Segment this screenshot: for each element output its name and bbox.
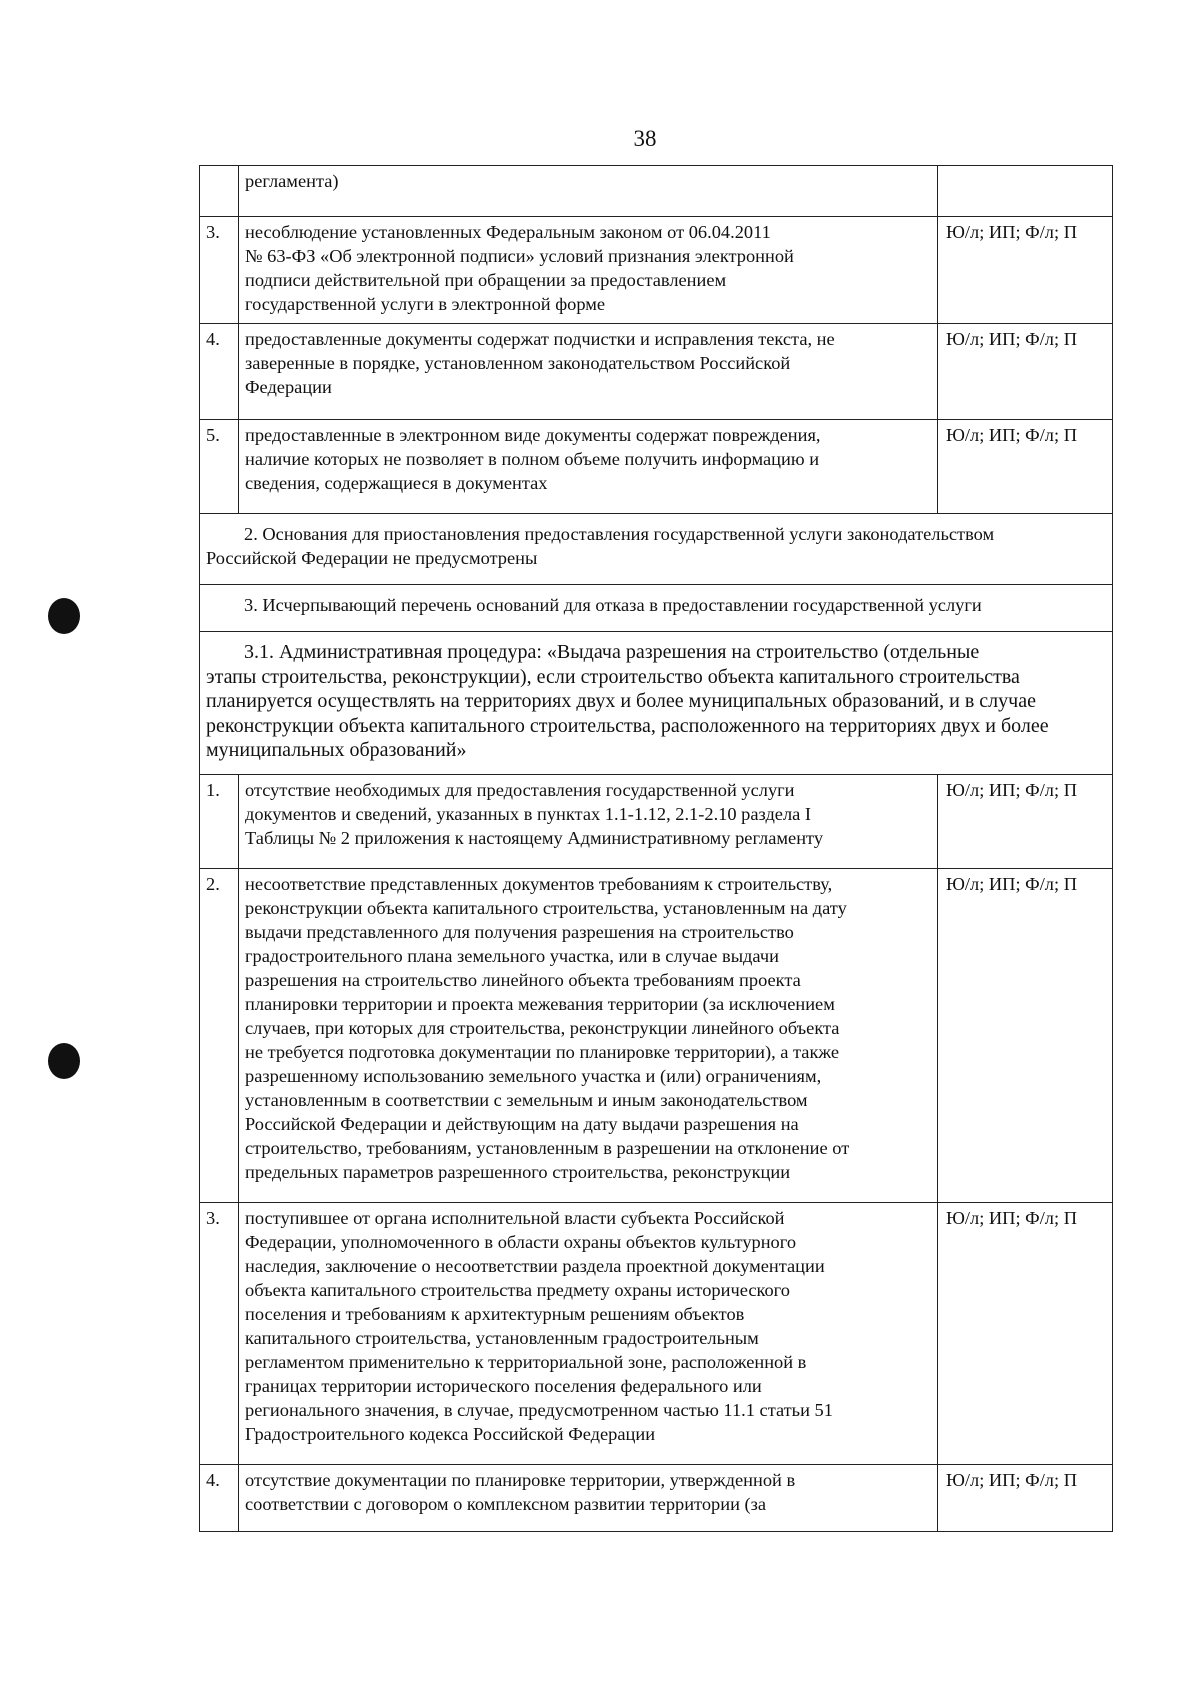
text-line: Федерации, уполномоченного в области охраны объектов культурного [245,1232,797,1252]
text-line: несоответствие представленных документов требованиям к строительству, [245,874,833,894]
text-line: сведения, содержащиеся в документах [245,473,548,493]
section-row [200,632,1113,775]
text-line: соответствии с договором о комплексном развитии территории (за [245,1494,767,1514]
text-line: предоставленные документы содержат подчистки и исправления текста, не [245,329,835,349]
requirement-cell [239,1465,938,1532]
text-line: регламентом применительно к территориальной зоне, расположенной в [245,1352,807,1372]
text-line: капитального строительства, установленным градостроительным [245,1328,759,1348]
requirement-cell [239,1203,938,1465]
text-line: разрешения на строительство линейного объекта требованиям проекта [245,970,801,990]
requirement-cell: регламента) [239,166,938,217]
text-line: регионального значения, в случае, предусмотренном частью 11.1 статьи 51 [245,1400,833,1420]
row-number-cell: 5. [200,420,239,514]
table-row [200,1465,1113,1532]
text-line: наследия, заключение о несоответствии раздела проектной документации [245,1256,825,1276]
text-line: отсутствие документации по планировке территории, утвержденной в [245,1470,796,1490]
row-number-cell: 4. [200,324,239,420]
section-2-line: 2. Основания для приостановления предоставления государственной услуги законодательством [244,524,995,544]
applicant-cell: Ю/л; ИП; Ф/л; П [938,869,1113,1203]
row-number-cell: 1. [200,775,239,869]
text-line: случаев, при которых для строительства, реконструкции линейного объекта [245,1018,840,1038]
section-row [200,514,1113,585]
page-number: 38 [633,126,657,151]
text-line: границах территории исторического поселения федерального или [245,1376,762,1396]
table-row [200,217,1113,324]
section-2-line: Российской Федерации не предусмотрены [206,548,538,568]
requirement-cell [239,420,938,514]
table-row [200,1203,1113,1465]
applicant-cell: Ю/л; ИП; Ф/л; П [938,1203,1113,1465]
section-3-1-line: 3.1. Административная процедура: «Выдача разрешения на строительство (отдельные [244,641,980,663]
text-line: реконструкции объекта капитального строительства, установленным на дату [245,898,847,918]
applicant-cell: Ю/л; ИП; Ф/л; П [938,1465,1113,1532]
section-3-1-line: планируется осуществлять на территориях двух и более муниципальных образований, и в случае [206,690,1036,712]
applicant-cell: Ю/л; ИП; Ф/л; П [938,217,1113,324]
text-line: наличие которых не позволяет в полном объеме получить информацию и [245,449,820,469]
text-line: предельных параметров разрешенного строительства, реконструкции [245,1162,791,1182]
text-line: подписи действительной при обращении за предоставлением [245,270,727,290]
text-line: объекта капитального строительства предмету охраны исторического [245,1280,790,1300]
text-line: № 63-ФЗ «Об электронной подписи» условий признания электронной [245,246,794,266]
row-number-cell: 3. [200,217,239,324]
punch-hole-top [48,598,80,634]
text-line: планировки территории и проекта межевания территории (за исключением [245,994,835,1014]
table-row [200,324,1113,420]
requirement-cell [239,869,938,1203]
table-row [200,869,1113,1203]
text-line: поселения и требованиям к архитектурным решениям объектов [245,1304,745,1324]
row-number-cell [200,166,239,217]
section-3-1-line: этапы строительства, реконструкции), если строительство объекта капитального строительства [206,665,1020,688]
table-row [200,420,1113,514]
text-line: выдачи представленного для получения разрешения на строительство [245,922,794,942]
applicant-cell: Ю/л; ИП; Ф/л; П [938,324,1113,420]
requirement-cell [239,217,938,324]
refusal-grounds-table [199,165,1113,1532]
text-line: Градостроительного кодекса Российской Федерации [245,1424,656,1444]
text-line: поступившее от органа исполнительной власти субъекта Российской [245,1208,785,1228]
requirement-cell [239,324,938,420]
text-line: установленным в соответствии с земельным и иным законодательством [245,1090,808,1110]
row-number-cell: 2. [200,869,239,1203]
applicant-cell: Ю/л; ИП; Ф/л; П [938,420,1113,514]
text-line: документов и сведений, указанных в пунктах 1.1-1.12, 2.1-2.10 раздела I [245,804,812,824]
section-row [200,585,1113,632]
text-line: Российской Федерации и действующим на дату выдачи разрешения на [245,1114,799,1134]
text-line: разрешенному использованию земельного участка и (или) ограничениям, [245,1066,822,1086]
section-3-1-line: реконструкции объекта капитального строительства, расположенного на территориях двух и более [206,714,1049,737]
section-3-title: 3. Исчерпывающий перечень оснований для отказа в предоставлении государственной услуги [244,595,982,615]
table-row [200,166,1113,217]
section-3-heading [200,585,1113,632]
row-number-cell: 3. [200,1203,239,1465]
requirement-cell [239,775,938,869]
section-2-heading [200,514,1113,585]
text-line: государственной услуги в электронной форме [245,294,606,314]
text-line: градостроительного плана земельного участка, или в случае выдачи [245,946,779,966]
text-line: несоблюдение установленных Федеральным законом от 06.04.2011 [245,222,771,242]
punch-hole-bottom [48,1043,80,1079]
section-3-1-line: муниципальных образований» [206,739,467,761]
text-line: отсутствие необходимых для предоставления государственной услуги [245,780,795,800]
row-number-cell: 4. [200,1465,239,1532]
section-3-1-heading [200,632,1113,775]
text-line: строительство, требованиям, установленным в разрешении на отклонение от [245,1138,850,1158]
applicant-cell [938,166,1113,217]
text-line: Таблицы № 2 приложения к настоящему Административному регламенту [245,828,824,848]
text-line: заверенные в порядке, установленном законодательством Российской [245,353,791,373]
applicant-cell: Ю/л; ИП; Ф/л; П [938,775,1113,869]
text-line: предоставленные в электронном виде документы содержат повреждения, [245,425,821,445]
table-row [200,775,1113,869]
text-line: не требуется подготовка документации по планировке территории), а также [245,1042,840,1062]
text-line: Федерации [245,377,332,397]
